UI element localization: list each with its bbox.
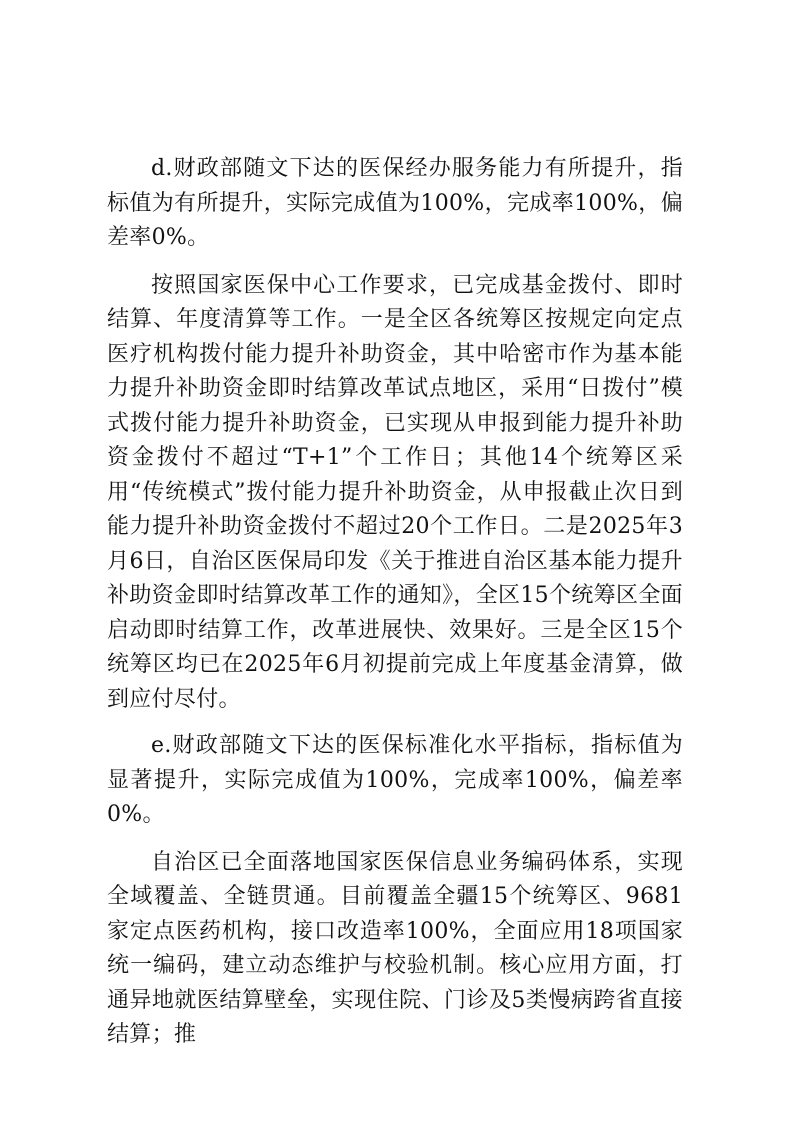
paragraph-indicator-d: d.财政部随文下达的医保经办服务能力有所提升，指标值为有所提升，实际完成值为100%，完成率100%，偏差率0%。: [107, 156, 683, 250]
paragraph-fund-settlement: 按照国家医保中心工作要求，已完成基金拨付、即时结算、年度清算等工作。一是全区各统筹区按规定向定点医疗机构拨付能力提升补助资金，其中哈密市作为基本能力提升补助资金即时结算改革试点地区，采用“日拨付”模式拨付能力提升补助资金，已实现从申报到能力提升补助资金拨付不超过“T+1”个工作日；其他14个统筹区采用“传统模式”拨付能力提升补助资金，从申报截止次日到能力提升补助资金拨付不超过20个工作日。二是2025年3月6日，自治区医保局印发《关于推进自治区基本能力提升补助资金即时结算改革工作的通知》，全区15个统筹区全面启动即时结算工作，改革进展快、效果好。三是全区15个统筹区均已在2025年6月初提前完成上年度基金清算，做到应付尽付。: [107, 272, 683, 712]
paragraph-indicator-e: e.财政部随文下达的医保标准化水平指标，指标值为显著提升，实际完成值为100%，完成率100%，偏差率0%。: [107, 733, 683, 827]
paragraph-coding-system: 自治区已全面落地国家医保信息业务编码体系，实现全域覆盖、全链贯通。目前覆盖全疆15个统筹区、9681家定点医药机构，接口改造率100%，全面应用18项国家统一编码，建立动态维护与校验机制。核心应用方面，打通异地就医结算壁垒，实现住院、门诊及5类慢病跨省直接结算；推: [107, 849, 683, 1047]
